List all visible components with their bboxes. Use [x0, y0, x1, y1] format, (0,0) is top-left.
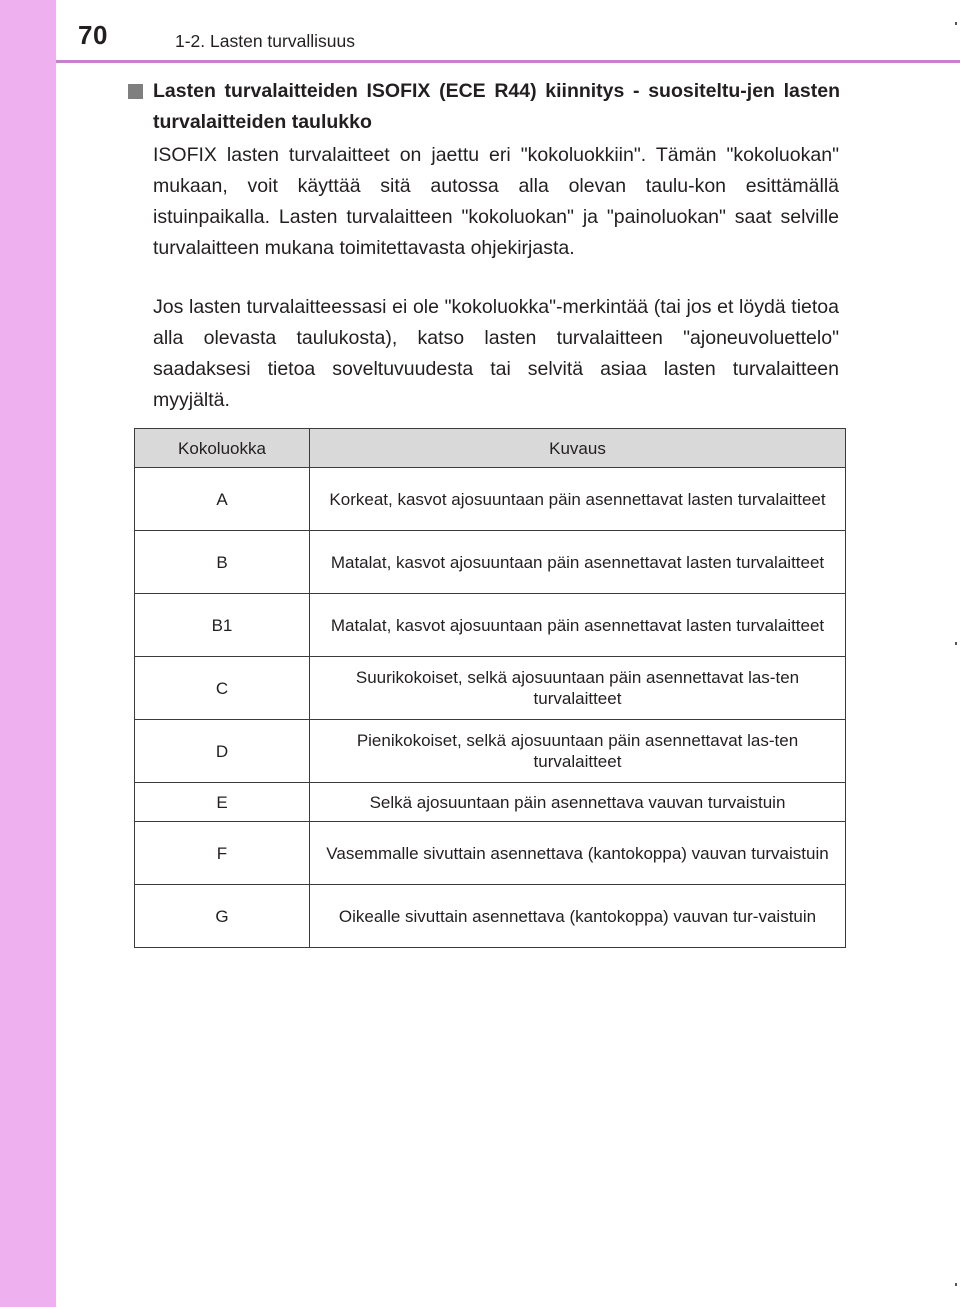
paragraph-size-classes: ISOFIX lasten turvalaitteet on jaettu eri "kokoluokkiin". Tämän "kokoluokan" mukaan, voit käyttää sitä autossa alla olevan taulu-kon esittämällä istuinpaikalla. Lasten turvalaitteen "kokoluokan" ja "painoluokan" saat selville turvalaitteen mukana toimitettavasta ohjekirjasta.: [153, 144, 839, 259]
square-bullet-icon: [128, 84, 143, 99]
crop-mark: [955, 22, 957, 25]
table-row: [135, 657, 846, 720]
side-color-bar: [0, 0, 56, 1307]
size-class-cell: G: [135, 885, 310, 948]
description-cell: Matalat, kasvot ajosuuntaan päin asennettavat lasten turvalaitteet: [310, 594, 846, 657]
table-row: [135, 783, 846, 822]
table-row: [135, 885, 846, 948]
size-class-cell: E: [135, 783, 310, 822]
table-header-row: [135, 429, 846, 468]
heading-text: Lasten turvalaitteiden ISOFIX (ECE R44) kiinnitys - suositeltu-jen lasten turvalaitteiden taulukko: [153, 80, 840, 133]
size-class-cell: B: [135, 531, 310, 594]
description-cell: Korkeat, kasvot ajosuuntaan päin asennettavat lasten turvalaitteet: [310, 468, 846, 531]
description-cell: Oikealle sivuttain asennettava (kantokoppa) vauvan tur-vaistuin: [310, 885, 846, 948]
description-cell: Pienikokoiset, selkä ajosuuntaan päin asennettavat las-ten turvalaitteet: [310, 720, 846, 783]
description-cell: Selkä ajosuuntaan päin asennettava vauvan turvaistuin: [310, 783, 846, 822]
page-number: 70: [78, 20, 108, 50]
size-class-cell: A: [135, 468, 310, 531]
description-cell: Suurikokoiset, selkä ajosuuntaan päin asennettavat las-ten turvalaitteet: [310, 657, 846, 720]
paragraph-no-marking: Jos lasten turvalaitteessasi ei ole "kokoluokka"-merkintää (tai jos et löydä tietoa alla olevasta taulukosta), katso lasten turvalaitteen "ajoneuvoluettelo" saadaksesi tietoa soveltuvuudesta tai selvitä asiaa lasten turvalaitteen myyjältä.: [153, 296, 839, 411]
size-class-cell: C: [135, 657, 310, 720]
column-header-description: Kuvaus: [310, 429, 846, 468]
crop-mark: [955, 642, 957, 645]
header-rule: [56, 60, 960, 63]
description-cell: Matalat, kasvot ajosuuntaan päin asennettavat lasten turvalaitteet: [310, 531, 846, 594]
size-class-cell: F: [135, 822, 310, 885]
table-row: [135, 822, 846, 885]
subsection-heading: [128, 76, 840, 138]
column-header-size-class: Kokoluokka: [135, 429, 310, 468]
size-class-cell: D: [135, 720, 310, 783]
crop-mark: [955, 1283, 957, 1286]
isofix-size-table: [134, 428, 846, 948]
table-row: [135, 468, 846, 531]
table-row: [135, 594, 846, 657]
table-row: [135, 531, 846, 594]
description-cell: Vasemmalle sivuttain asennettava (kantokoppa) vauvan turvaistuin: [310, 822, 846, 885]
table-row: [135, 720, 846, 783]
section-title: 1-2. Lasten turvallisuus: [175, 31, 355, 51]
size-class-cell: B1: [135, 594, 310, 657]
